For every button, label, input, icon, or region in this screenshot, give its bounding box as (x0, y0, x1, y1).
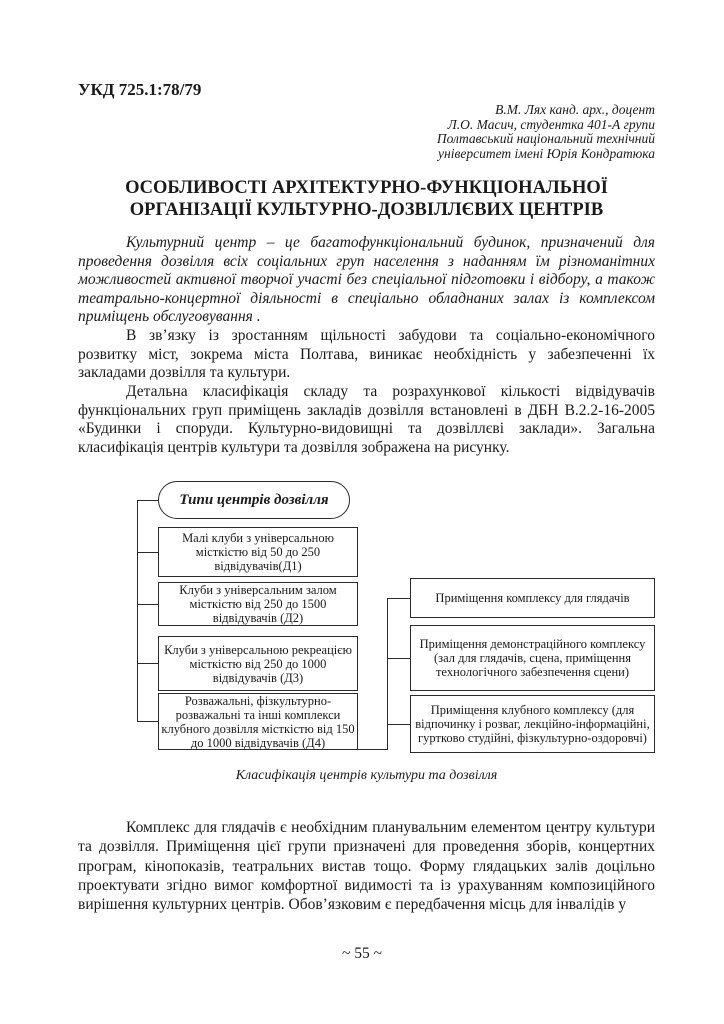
author-affiliation-line-2: університет імені Юрія Кондратюка (438, 145, 655, 161)
article-title-line-2: ОРГАНІЗАЦІЇ КУЛЬТУРНО-ДОЗВІЛЛЄВИХ ЦЕНТРІВ (129, 200, 604, 220)
diagram-box-premises-spectators: Приміщення комплексу для глядачів (410, 578, 655, 618)
paragraph-context: В зв’язку із зростанням щільності забудови та соціально-економічного розвитку міст, зокрема міста Полтава, виникає необхідність у забезпеченні їх закладами дозвілля та культури. (78, 327, 655, 381)
connector-stub-premises-2 (387, 658, 410, 659)
connector-stub-premises-3 (387, 724, 410, 725)
author-line-1: В.М. Лях канд. арх., доцент (495, 102, 655, 117)
diagram-box-d3: Клуби з універсальною рекреацією місткістю від 250 до 1000 відвідувачів (Д3) (158, 636, 358, 691)
udc-code: УКД 725.1:78/79 (78, 80, 202, 99)
connector-right-spine (387, 598, 388, 749)
paragraph-classification: Детальна класифікація складу та розрахункової кількості відвідувачів функціональних груп приміщень закладів дозвілля встановлені в ДБН В.2.2-16-2005 «Будинки і споруди. Культурно-видовищні та дозвіллєві заклади». Загальна класифікація центрів культури та дозвілля зображена на рисунку. (78, 383, 655, 456)
page-number: ~ 55 ~ (341, 945, 383, 962)
diagram-root-box: Типи центрів дозвілля (158, 481, 350, 519)
connector-stub-d3 (137, 663, 158, 664)
connector-stub-root (137, 500, 158, 501)
diagram-box-premises-demonstration: Приміщення демонстраційного комплексу (зал для глядачів, сцена, приміщення технологічного забезпечення сцени) (410, 625, 655, 691)
figure-caption: Класифікація центрів культури та дозвілля (235, 768, 498, 783)
article-title-line-1: ОСОБЛИВОСТІ АРХІТЕКТУРНО-ФУНКЦІОНАЛЬНОЇ (125, 178, 608, 198)
connector-stub-premises-1 (387, 598, 410, 599)
connector-stub-d4 (137, 721, 158, 722)
paragraph-definition: Культурний центр – це багатофункціональний будинок, призначений для проведення дозвілля всіх соціальних груп населення з наданням їм різноманітних можливостей активної творчої участі без спеціальної підготовки і відбору, а також театрально-концертної діяльності в спеціально обладнаних залах із комплексом приміщень обслуговування . (78, 234, 655, 325)
connector-bottom-link (358, 749, 388, 750)
diagram-box-premises-club: Приміщення клубного комплексу (для відпочинку і розваг, лекційно-інформаційні, гуртково студійні, фізкультурно-оздоровчі) (410, 695, 655, 753)
diagram-box-d1: Малі клуби з універсальною місткістю від 50 до 250 відвідувачів(Д1) (158, 527, 358, 577)
author-line-2: Л.О. Масич, студентка 401-А групи (447, 116, 655, 132)
connector-stub-d1 (137, 552, 158, 553)
diagram-box-d4: Розважальні, фізкультурно-розважальні та інші комплекси клубного дозвілля місткістю від 150 до 1000 відвідувачів (Д4) (158, 693, 358, 750)
author-affiliation-line-1: Полтавський національний технічний (436, 131, 655, 147)
diagram-box-d2: Клуби з універсальним залом місткістю від 250 до 1500 відвідувачів (Д2) (158, 582, 358, 626)
paragraph-spectator-complex: Комплекс для глядачів є необхідним планувальним елементом центру культури та дозвілля. Приміщення цієї групи призначені для проведення зборів, концертних програм, кінопоказів, театральних вистав тощо. Форму глядацьких залів доцільно проектувати згідно вимог комфортної видимості та із урахуванням композиційного вирішення культурних центрів. Обов’язковим є передбачення місць для інвалідів у (78, 819, 655, 914)
classification-diagram (78, 478, 655, 763)
author-block (235, 103, 655, 161)
connector-stub-d2 (137, 604, 158, 605)
connector-left-spine (137, 500, 138, 721)
article-title (78, 177, 655, 221)
